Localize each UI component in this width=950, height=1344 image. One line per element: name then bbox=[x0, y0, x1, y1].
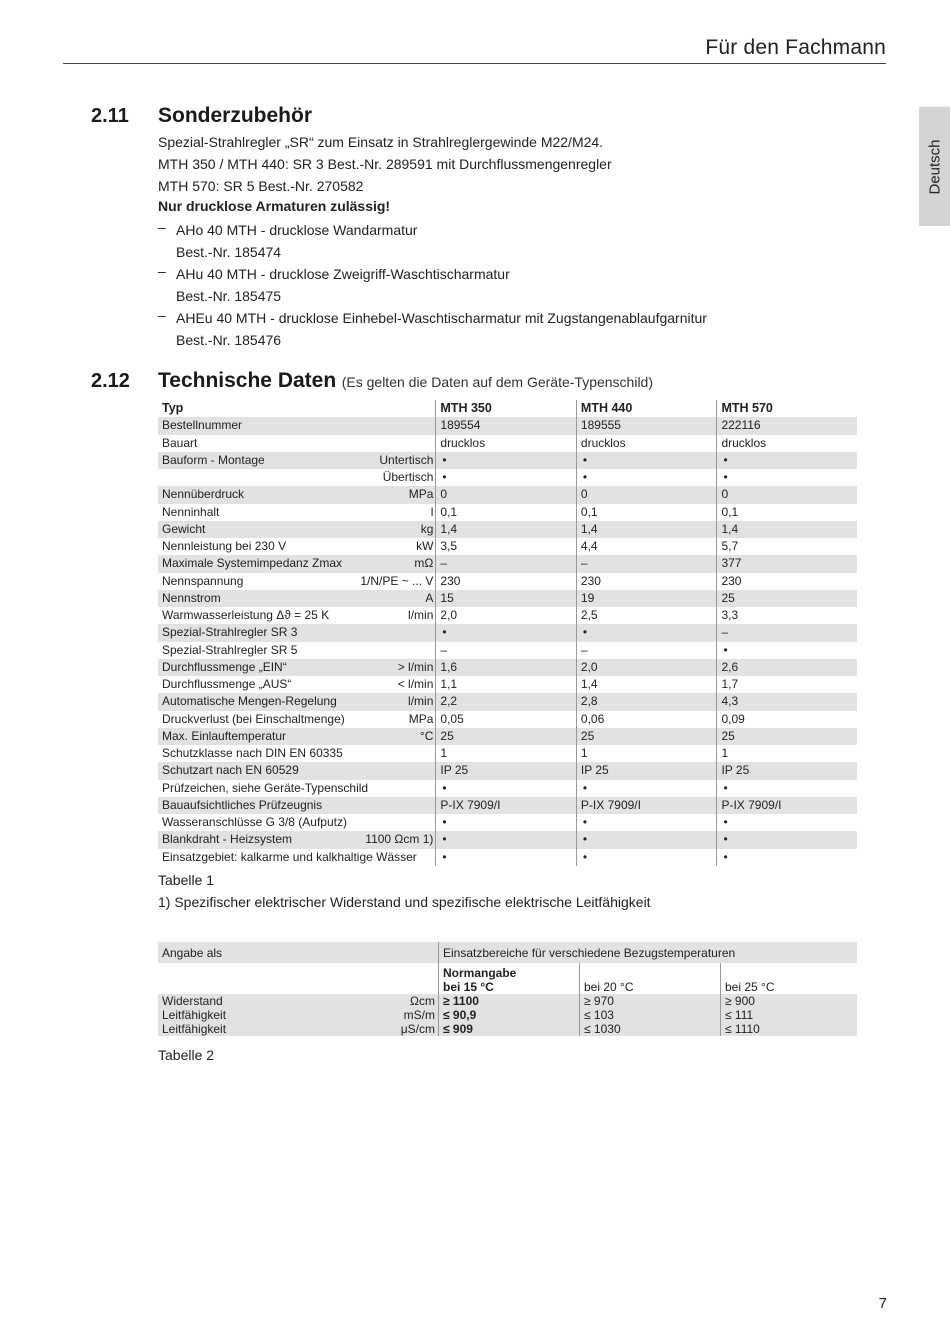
table-row bbox=[158, 590, 857, 607]
row-label: Schutzklasse nach DIN EN 60335 bbox=[162, 746, 343, 761]
row-label-cell bbox=[158, 538, 436, 555]
table-caption: Tabelle 2 bbox=[158, 1047, 215, 1063]
value-cell: 0,1 bbox=[576, 504, 717, 521]
section-number: 2.11 bbox=[91, 105, 129, 127]
value-cell: P-IX 7909/I bbox=[717, 797, 857, 814]
row-unit: Übertisch bbox=[382, 470, 434, 484]
row-label-cell bbox=[158, 745, 436, 762]
warning-text: Nur drucklose Armaturen zulässig! bbox=[158, 198, 391, 214]
row-label: Schutzart nach EN 60529 bbox=[162, 763, 299, 778]
t2-row bbox=[158, 1008, 857, 1022]
header-divider bbox=[63, 63, 886, 64]
list-item-name: AHo 40 MTH - drucklose Wandarmatur bbox=[176, 222, 418, 238]
t2-row-label: Widerstand bbox=[162, 994, 223, 1008]
text-line: Spezial-Strahlregler „SR“ zum Einsatz in Strahlreglergewinde M22/M24. bbox=[158, 134, 604, 150]
bullet-value-cell: • bbox=[576, 814, 717, 831]
table-row bbox=[158, 573, 857, 590]
row-label-cell bbox=[158, 659, 436, 676]
t2-value-cell: ≥ 970 bbox=[580, 994, 721, 1008]
row-label: Gewicht bbox=[162, 521, 206, 536]
value-cell: – bbox=[576, 555, 717, 572]
row-label: Max. Einlauftemperatur bbox=[162, 728, 287, 743]
value-cell: 0,05 bbox=[436, 711, 577, 728]
table-row bbox=[158, 452, 857, 469]
row-unit: mΩ bbox=[414, 556, 434, 571]
section-heading-2-11 bbox=[91, 104, 312, 128]
row-unit: °C bbox=[419, 728, 434, 743]
row-unit: 1/N/PE ~ ... V bbox=[360, 573, 434, 588]
row-label-cell bbox=[158, 573, 436, 590]
row-label: Einsatzgebiet: kalkarme und kalkhaltige Wässer bbox=[162, 849, 417, 864]
value-cell: 1,4 bbox=[576, 521, 717, 538]
row-unit: MPa bbox=[408, 487, 434, 502]
text-line: MTH 570: SR 5 Best.-Nr. 270582 bbox=[158, 178, 364, 194]
t2-sub-norm bbox=[439, 963, 580, 994]
row-label: Bauart bbox=[162, 435, 198, 450]
list-bullet: – bbox=[158, 219, 166, 235]
section-title: Sonderzubehör bbox=[158, 104, 313, 127]
bullet-value-cell: • bbox=[717, 452, 857, 469]
value-cell: 4,4 bbox=[576, 538, 717, 555]
row-label-cell bbox=[158, 711, 436, 728]
row-label: Bauaufsichtliches Prüfzeugnis bbox=[162, 797, 323, 812]
value-cell: – bbox=[436, 555, 577, 572]
row-label: Nenninhalt bbox=[162, 504, 220, 519]
value-cell: 3,5 bbox=[436, 538, 577, 555]
value-cell: 0,1 bbox=[436, 504, 577, 521]
row-unit: l/min bbox=[408, 694, 434, 709]
section-number: 2.12 bbox=[91, 370, 130, 392]
value-cell: 19 bbox=[576, 590, 717, 607]
section-heading-2-12 bbox=[91, 369, 653, 393]
row-label: Blankdraht - Heizsystem bbox=[162, 832, 293, 847]
t2-row-label-cell bbox=[158, 1008, 439, 1022]
value-cell: 2,0 bbox=[436, 607, 577, 624]
row-label: Druckverlust (bei Einschaltmenge) bbox=[162, 711, 345, 726]
table-row bbox=[158, 745, 857, 762]
t2-value-cell: ≤ 909 bbox=[439, 1022, 580, 1036]
value-cell: 0 bbox=[717, 486, 857, 503]
row-unit: l/min bbox=[408, 608, 434, 622]
row-label-cell bbox=[158, 831, 436, 848]
bullet-value-cell: • bbox=[576, 849, 717, 866]
t2-row bbox=[158, 994, 857, 1008]
value-cell: P-IX 7909/I bbox=[576, 797, 717, 814]
table-row bbox=[158, 607, 857, 624]
row-label-cell bbox=[158, 728, 436, 745]
t2-sub-norm-line1: Normangabe bbox=[443, 966, 517, 980]
table-row bbox=[158, 624, 857, 641]
row-unit: l bbox=[430, 504, 434, 519]
t2-empty-cell bbox=[158, 963, 439, 994]
t2-value-cell: ≥ 900 bbox=[721, 994, 858, 1008]
row-label-cell bbox=[158, 797, 436, 814]
value-cell: 2,6 bbox=[717, 659, 857, 676]
bullet-value-cell: • bbox=[576, 469, 717, 486]
row-label-cell bbox=[158, 624, 436, 641]
row-label-cell bbox=[158, 607, 436, 624]
technical-data-table bbox=[158, 400, 857, 866]
t2-row-label: Leitfähigkeit bbox=[162, 1022, 227, 1036]
table-footnote: 1) Spezifischer elektrischer Widerstand und spezifische elektrische Leitfähigkeit bbox=[158, 894, 651, 910]
row-unit: A bbox=[425, 590, 434, 605]
value-cell: IP 25 bbox=[576, 762, 717, 779]
row-label-cell bbox=[158, 486, 436, 503]
t2-row-unit: μS/cm bbox=[400, 1022, 435, 1036]
row-label: Bauform - Montage bbox=[162, 452, 265, 467]
bullet-value-cell: • bbox=[717, 849, 857, 866]
row-label-cell bbox=[158, 676, 436, 693]
value-cell: – bbox=[576, 642, 717, 659]
bullet-value-cell: • bbox=[717, 814, 857, 831]
row-unit: kg bbox=[420, 521, 434, 536]
t2-value-cell: ≤ 1030 bbox=[580, 1022, 721, 1036]
t2-row-label-cell bbox=[158, 1022, 439, 1036]
table-row bbox=[158, 486, 857, 503]
t2-value-cell: ≤ 1110 bbox=[721, 1022, 858, 1036]
table-row bbox=[158, 538, 857, 555]
table-row bbox=[158, 469, 857, 486]
t2-sub-25: bei 25 °C bbox=[721, 963, 858, 994]
table-row bbox=[158, 711, 857, 728]
list-item-name: AHEu 40 MTH - drucklose Einhebel-Waschtischarmatur mit Zugstangenablaufgarnitur bbox=[176, 310, 707, 326]
value-cell: 230 bbox=[576, 573, 717, 590]
row-label: Maximale Systemimpedanz Zmax bbox=[162, 556, 343, 571]
row-label-cell bbox=[158, 435, 436, 452]
page-number: 7 bbox=[878, 1295, 887, 1312]
value-cell: 189554 bbox=[436, 417, 577, 434]
value-cell: 1 bbox=[436, 745, 577, 762]
value-cell: 0 bbox=[576, 486, 717, 503]
value-cell: 1,6 bbox=[436, 659, 577, 676]
row-unit: < l/min bbox=[397, 677, 434, 691]
bullet-value-cell: • bbox=[436, 624, 577, 641]
row-label: Durchflussmenge „AUS“ bbox=[162, 677, 292, 692]
value-cell: 0,06 bbox=[576, 711, 717, 728]
row-label-cell bbox=[158, 555, 436, 572]
row-label-cell bbox=[158, 814, 436, 831]
header-cell-model: MTH 570 bbox=[717, 400, 857, 417]
row-unit: kW bbox=[416, 539, 434, 553]
value-cell: IP 25 bbox=[717, 762, 857, 779]
table-caption: Tabelle 1 bbox=[158, 872, 215, 888]
value-cell: 230 bbox=[717, 573, 857, 590]
t2-value-cell: ≤ 90,9 bbox=[439, 1008, 580, 1022]
row-label: Automatische Mengen-Regelung bbox=[162, 694, 337, 709]
table-row bbox=[158, 504, 857, 521]
row-label-cell bbox=[158, 590, 436, 607]
table-row bbox=[158, 693, 857, 710]
row-label-cell bbox=[158, 452, 436, 469]
table-row bbox=[158, 728, 857, 745]
value-cell: – bbox=[717, 624, 857, 641]
row-label: Bestellnummer bbox=[162, 418, 243, 433]
t2-head-label: Angabe als bbox=[158, 942, 439, 963]
row-label-cell bbox=[158, 504, 436, 521]
list-item-name: AHu 40 MTH - drucklose Zweigriff-Waschtischarmatur bbox=[176, 266, 510, 282]
value-cell: 1,4 bbox=[436, 521, 577, 538]
value-cell: 2,0 bbox=[576, 659, 717, 676]
row-label-cell bbox=[158, 693, 436, 710]
bullet-value-cell: • bbox=[436, 452, 577, 469]
t2-value-cell: ≤ 103 bbox=[580, 1008, 721, 1022]
t2-value-cell: ≤ 111 bbox=[721, 1008, 858, 1022]
t2-row-label: Leitfähigkeit bbox=[162, 1008, 227, 1022]
value-cell: drucklos bbox=[576, 435, 717, 452]
t2-sub-norm-line2: bei 15 °C bbox=[443, 980, 494, 994]
value-cell: 1,4 bbox=[576, 676, 717, 693]
bullet-value-cell: • bbox=[576, 831, 717, 848]
bullet-value-cell: • bbox=[576, 780, 717, 797]
value-cell: 4,3 bbox=[717, 693, 857, 710]
row-label-cell bbox=[158, 762, 436, 779]
t2-value-cell: ≥ 1100 bbox=[439, 994, 580, 1008]
row-label: Wasseranschlüsse G 3/8 (Aufputz) bbox=[162, 815, 347, 830]
row-label: Spezial-Strahlregler SR 5 bbox=[162, 642, 298, 657]
row-unit: MPa bbox=[408, 711, 434, 726]
bullet-value-cell: • bbox=[436, 469, 577, 486]
row-unit: 1100 Ωcm 1) bbox=[365, 832, 434, 847]
t2-row bbox=[158, 1022, 857, 1036]
t2-row-unit: Ωcm bbox=[410, 994, 435, 1008]
value-cell: 3,3 bbox=[717, 607, 857, 624]
table-row bbox=[158, 417, 857, 434]
table-row bbox=[158, 676, 857, 693]
row-label: Nennstrom bbox=[162, 590, 221, 605]
row-label-cell bbox=[158, 417, 436, 434]
list-item-order: Best.-Nr. 185475 bbox=[176, 288, 282, 304]
table-row bbox=[158, 762, 857, 779]
row-label-cell bbox=[158, 642, 436, 659]
value-cell: 15 bbox=[436, 590, 577, 607]
text-line: MTH 350 / MTH 440: SR 3 Best.-Nr. 289591 mit Durchflussmengenregler bbox=[158, 156, 612, 172]
row-unit: > l/min bbox=[397, 659, 434, 674]
value-cell: 1 bbox=[717, 745, 857, 762]
row-label: Prüfzeichen, siehe Geräte-Typenschild bbox=[162, 780, 369, 795]
bullet-value-cell: • bbox=[436, 780, 577, 797]
value-cell: 2,8 bbox=[576, 693, 717, 710]
value-cell: 377 bbox=[717, 555, 857, 572]
value-cell: drucklos bbox=[717, 435, 857, 452]
list-item-order: Best.-Nr. 185474 bbox=[176, 244, 282, 260]
list-item-order: Best.-Nr. 185476 bbox=[176, 332, 282, 348]
t2-sub-20: bei 20 °C bbox=[580, 963, 721, 994]
value-cell: 230 bbox=[436, 573, 577, 590]
bullet-value-cell: • bbox=[436, 849, 577, 866]
row-label-cell bbox=[158, 780, 436, 797]
value-cell: 2,2 bbox=[436, 693, 577, 710]
value-cell: 189555 bbox=[576, 417, 717, 434]
bullet-value-cell: • bbox=[436, 814, 577, 831]
bullet-value-cell: • bbox=[576, 452, 717, 469]
value-cell: 0,09 bbox=[717, 711, 857, 728]
row-label: Durchflussmenge „EIN“ bbox=[162, 659, 287, 674]
value-cell: 5,7 bbox=[717, 538, 857, 555]
header-cell-typ: Typ bbox=[162, 401, 184, 416]
table-header-row bbox=[158, 400, 857, 417]
table-row bbox=[158, 814, 857, 831]
value-cell: 0,1 bbox=[717, 504, 857, 521]
bullet-value-cell: • bbox=[576, 624, 717, 641]
table-row bbox=[158, 555, 857, 572]
value-cell: 1 bbox=[576, 745, 717, 762]
row-label: Nennspannung bbox=[162, 573, 244, 588]
value-cell: 222116 bbox=[717, 417, 857, 434]
table-row bbox=[158, 797, 857, 814]
section-subtitle: (Es gelten die Daten auf dem Geräte-Typenschild) bbox=[341, 374, 654, 390]
value-cell: 25 bbox=[717, 590, 857, 607]
t2-row-unit: mS/m bbox=[403, 1008, 435, 1022]
table-row bbox=[158, 659, 857, 676]
row-label-cell bbox=[158, 469, 436, 486]
value-cell: IP 25 bbox=[436, 762, 577, 779]
value-cell: 25 bbox=[436, 728, 577, 745]
page-header-title: Für den Fachmann bbox=[705, 36, 886, 59]
row-label: Spezial-Strahlregler SR 3 bbox=[162, 625, 298, 640]
list-bullet: – bbox=[158, 307, 166, 323]
section-title: Technische Daten bbox=[158, 369, 337, 392]
language-tab bbox=[919, 107, 950, 226]
row-label-cell bbox=[158, 521, 436, 538]
bullet-value-cell: • bbox=[717, 642, 857, 659]
value-cell: 25 bbox=[717, 728, 857, 745]
header-cell-model: MTH 350 bbox=[436, 400, 577, 417]
bullet-value-cell: • bbox=[717, 831, 857, 848]
table-row bbox=[158, 521, 857, 538]
value-cell: 1,4 bbox=[717, 521, 857, 538]
header-cell-model: MTH 440 bbox=[576, 400, 717, 417]
table-row bbox=[158, 642, 857, 659]
bullet-value-cell: • bbox=[436, 831, 577, 848]
value-cell: 25 bbox=[576, 728, 717, 745]
table-row bbox=[158, 435, 857, 452]
row-label: Nennüberdruck bbox=[162, 487, 245, 502]
t2-row-label-cell bbox=[158, 994, 439, 1008]
list-bullet: – bbox=[158, 263, 166, 279]
value-cell: P-IX 7909/I bbox=[436, 797, 577, 814]
row-label: Nennleistung bei 230 V bbox=[162, 539, 287, 554]
value-cell: 1,7 bbox=[717, 676, 857, 693]
value-cell: 1,1 bbox=[436, 676, 577, 693]
bullet-value-cell: • bbox=[717, 469, 857, 486]
table-row bbox=[158, 831, 857, 848]
resistance-table bbox=[158, 942, 857, 1036]
t2-head-span: Einsatzbereiche für verschiedene Bezugstemperaturen bbox=[439, 942, 858, 963]
table-row bbox=[158, 849, 857, 866]
row-label: Warmwasserleistung Δϑ = 25 K bbox=[162, 608, 330, 623]
value-cell: 0 bbox=[436, 486, 577, 503]
value-cell: 2,5 bbox=[576, 607, 717, 624]
value-cell: – bbox=[436, 642, 577, 659]
row-unit: Untertisch bbox=[379, 452, 434, 467]
language-tab-label: Deutsch bbox=[926, 138, 943, 195]
row-label-cell bbox=[158, 849, 436, 866]
bullet-value-cell: • bbox=[717, 780, 857, 797]
table-row bbox=[158, 780, 857, 797]
value-cell: drucklos bbox=[436, 435, 577, 452]
